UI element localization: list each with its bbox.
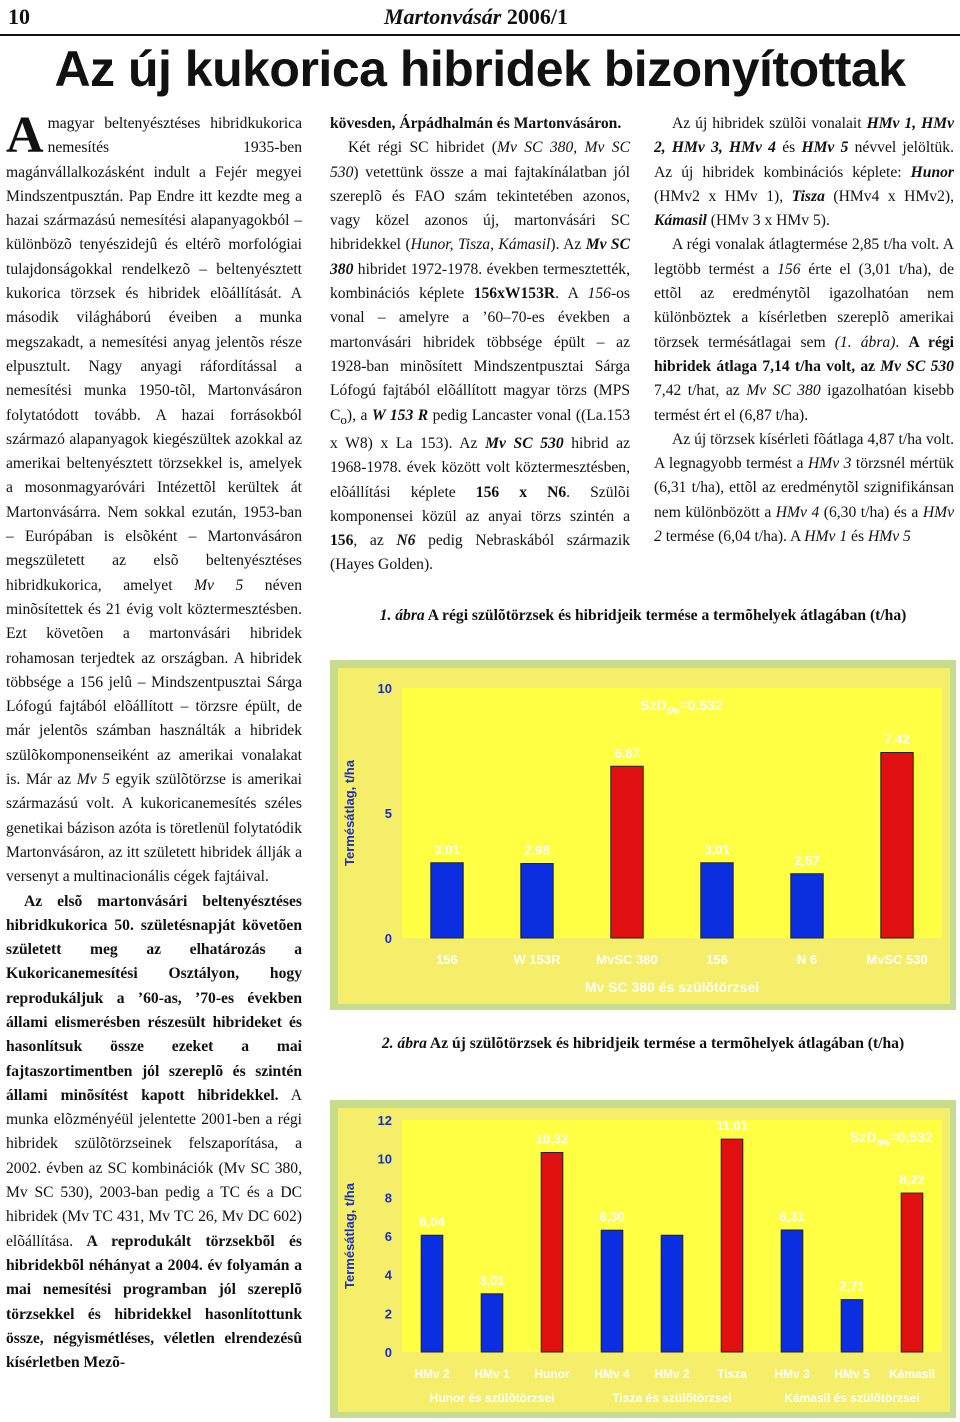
text-run: magyar beltenyésztéses hibridkukorica nemesítés 1935-ben magánvállalkozásként indult a Fejér megyei Mindszentpusztán. Pap Endre itt kezdte meg a hazai származású nemesítési alapanyagokból – különbözõ tenyészidejû és eltérõ morfológiai tulajdonságokkal rendelkezõ – beltenyésztett kukorica törzsek és hibridek elõállítását. A második világháború éveiben a munka megszakadt, a nemesítési anyag jelentõs része elpusztult. Nagy anyagi ráfordítással a nemesítési munka 1950-tõl, Martonvásáron folytatódott tovább. A hazai forrásokból származó alapanyagok kiegészültek azokkal az amerikai beltenyésztett törzsekkel is, amelyek a mosonmagyaróvári Intézettõl kerültek át Martonvásárra. Nem sokkal ezután, 1953-ban – Európában is elsõként – Martonvásáron megszületett az elsõ beltenyésztéses hibridkukorica, amelyet [6,115,302,594]
text-run: 156 [330,532,354,550]
col2-paragraph-1: kövesden, Árpádhalmán és Martonvásáron. [330,115,622,132]
category-label: HMv 2 [654,1367,690,1381]
column-2 [330,112,630,578]
publication-name: Martonvásár [384,4,502,29]
figure-1-chart-svg [330,660,956,1010]
bar-value-label: 6,87 [614,745,640,761]
column-1 [6,107,303,1375]
text-run: Mv 5 [194,576,244,594]
text-run: Két régi SC hibridet ( [348,139,498,157]
bar [481,1294,503,1352]
text-run: . [895,333,909,351]
figure-2-caption [330,1032,956,1056]
text-run: HMv 2 [654,503,954,546]
category-label: HMv 3 [774,1367,810,1381]
y-tick-label: 10 [377,1151,392,1167]
bar [421,1235,443,1352]
category-label: Kámasil [888,1367,936,1381]
col3-paragraph-1 [654,112,954,233]
text-run: ). Az [550,236,586,254]
text-run: (HMv4 x HMv2), [824,187,954,205]
text-run: W 153 R [371,406,429,424]
category-label: Hunor [534,1367,570,1381]
text-run: A munka elõzményéül jelentette 2001-ben a régi hibridek szülõtörzseinek felszaporítása, a 2002. évben az SC kombinációk (Mv SC 380, Mv SC 530), 2003-ban pedig a TC és a DC hibridek (Mv TC 431, Mv TC 26, Mv DC 602) elõállítása. [6,1086,302,1250]
text-run: Hunor [910,163,954,181]
text-run: (HMv 3 x HMv 5). [706,212,830,230]
figure-2-chart-svg [330,1100,956,1418]
bar-value-label: 3,01 [479,1272,505,1288]
text-run: . Szülõi komponensei közül az anyai törzs szintén a [330,483,630,525]
text-run: -os vonal – amelyre a ’60–70-es években a martonvásári hibridek többsége épült – az 1928-ban minõsített Mindszentpusztai Sárga Lófogú fajtából elõállított magyar törzs (MPS C [330,285,630,424]
text-run: (6,30 t/ha) és a [819,503,923,521]
x-group-label: Hunor és szülõtörzsei [429,1391,555,1405]
bar [781,1230,803,1352]
drop-cap: A [6,107,44,164]
text-run: Mv SC 530 [485,434,564,452]
text-run: HMv 3 [807,455,852,473]
text-run: Hunor, Tisza, Kámasil [410,236,551,254]
running-head [384,4,568,30]
text-run: és [775,139,802,157]
page-header [0,0,960,36]
text-run: törzsnél mértük (6,31 t/ha), ettõl az eredménytõl szignifikánsan nem különbözött a [654,455,954,521]
text-run: o [340,411,347,427]
text-run: Mv 5 [76,771,111,789]
bar [791,874,823,938]
category-label: Tisza [717,1367,747,1381]
bar-value-label: 2,98 [524,842,550,858]
text-run: 156 [777,260,801,278]
y-tick-label: 5 [384,806,392,821]
text-run: Mv SC 380, Mv SC 530 [330,139,630,181]
col3-paragraph-3 [654,428,954,549]
category-label: HMv 5 [834,1367,870,1381]
text-run: Mv SC 530 [880,357,954,375]
bar [881,753,913,939]
header-rule [0,34,960,36]
col3-paragraph-2 [654,233,954,427]
category-label: HMv 1 [474,1367,510,1381]
text-run: névvel jelöltük. Az új hibridek kombinációs képlete: [654,139,954,181]
category-label: W 153R [513,952,561,967]
category-label: 156 [436,952,458,967]
figure-2-number: 2. ábra [381,1035,427,1052]
figure-1-chart [330,660,956,1010]
text-run: pedig Nebraskából származik (Hayes Golden). [330,532,630,574]
bar [611,766,643,938]
text-run: egyik szülõtörzse is amerikai származású volt. A kukoricanemesítés széles genetikai bázison azóta is töretlenül folytatódik Martonvásáron, az itt született hibridek állják a versenyt a multinacionális cégek fajtáival. [6,771,302,886]
y-tick-label: 10 [377,681,392,696]
text-run: ), a [346,406,372,424]
col2-paragraph-2 [330,136,630,577]
bar-value-label: 6,30 [599,1209,625,1225]
bar-value-label: 2,57 [794,852,820,868]
bar-value-label: 3,01 [704,841,730,857]
text-run: A régi hibridek átlaga 7,14 t/ha volt, az [654,333,954,375]
bar-value-label: 6,04 [419,1214,445,1230]
y-axis-label: Termésátlag, t/ha [342,1183,357,1289]
text-run: Mv SC 380 [330,236,631,278]
text-run: HMv 1, HMv 2, HMv 3, HMv 4 [654,115,955,157]
text-run: ) vetettünk össze a mai fajtakínálatban jól szereplõ és FAO szám tekintetében azonos, vagy közel azonos új, martonvásári SC hibridekkel ( [330,163,630,254]
y-tick-label: 0 [384,931,392,946]
text-run: Az új hibridek szülõi vonalait [672,115,867,132]
category-label: HMv 2 [414,1367,450,1381]
figure-2-chart [330,1100,956,1418]
text-run: HMv 5 [801,139,849,157]
figure-2-caption-text: Az új szülõtörzsek és hibridjeik termése a termõhelyek átlagában (t/ha) [426,1035,905,1052]
text-run: 7,42 t/hat, az [654,382,747,400]
bar [841,1300,863,1352]
text-run: 156 x N6 [475,483,567,501]
text-run: Kámasil [654,212,707,230]
text-run: N6 [396,532,416,550]
bar [701,863,733,938]
text-run: Mv SC 380 [746,382,821,400]
bar-value-label: 2,71 [839,1278,865,1294]
text-run: HMv 1 [804,528,848,546]
y-tick-label: 12 [377,1113,392,1128]
bar [661,1235,683,1352]
category-label: N 6 [796,952,818,967]
column-3 [654,112,954,549]
bar-value-label: 3,01 [434,841,460,857]
bar [431,863,463,938]
y-tick-label: 8 [384,1190,392,1206]
text-run: , az [353,532,397,550]
bar [541,1152,563,1352]
text-run: . A [555,285,588,303]
text-run: Az elsõ martonvásári beltenyésztéses hibridkukorica 50. születésnapját követõen született meg az elhatározás a Kukoricanemesítési Osztályon, hogy reprodukáljuk a ’60-as, ’70-es években állami elismerésben részesült hibrideket és hasonlítsuk össze ezeket a mai fajtaszortimentben jól szereplõ és szintén állami minõsítést kapott hibridekkel. [6,892,302,1104]
lsd-annotation: SzD$_{5\%}$=0,532 [640,697,723,716]
text-run: termése (6,04 t/ha). A [661,528,805,546]
figure-1-caption-text: A régi szülõtörzsek és hibridjeik termése a termõhelyek átlagában (t/ha) [424,607,907,624]
category-label: HMv 4 [594,1367,630,1381]
text-run: A reprodukált törzsekbõl és hibridekbõl néhányat a 2004. év folyamán a mai nemesítési programban jól szereplõ törzsekkel és hibridekkel hasonlítottunk össze, négyismétléses, véletlen elrendezésû kísérletben Mezõ- [6,1232,302,1372]
y-tick-label: 4 [384,1267,392,1283]
y-tick-label: 2 [384,1306,392,1322]
text-run: Tisza [791,187,825,205]
bar-value-label: 8,22 [899,1172,925,1188]
text-run: Az új törzsek kísérleti fõátlaga 4,87 t/ha volt. A legnagyobb termést a [654,430,954,473]
text-run: érte el (3,01 t/ha), de ettõl az eredménytõl igazolhatóan nem különböztek a kísérletben szereplõ amerikai törzsek termésátlagai sem [654,260,954,351]
text-run: (1. ábra) [834,333,896,351]
y-tick-label: 0 [384,1345,392,1360]
text-run: HMv 4 [775,503,820,521]
bar-value-label: 11,01 [716,1118,748,1134]
x-group-label: Kámasil és szülõtörzsei [784,1391,920,1405]
text-run: 156 [587,285,611,303]
category-label: MvSC 380 [596,952,658,967]
col1-paragraph-2 [6,890,302,1376]
text-run: HMv 5 [867,528,911,546]
x-axis-label: Mv SC 380 és szülõtörzsei [584,979,760,995]
text-run: néven minõsítettek és 21 évig volt köztermesztésben. Ezt követõen a martonvásári hibridek rohamosan terjedtek az országban. A hibridek többsége a 156 jelû – Mindszentpusztai Sárga Lófogú fajtából elõállított – törzsre épült, de már jelentõs számban használták a hibridek szülõkomponenseiként az amerikai vonalakat is. Már az [6,576,303,789]
bar-value-label: 7,42 [884,731,910,747]
text-run: 156xW153R [473,285,556,303]
issue-number: 2006/1 [506,4,568,29]
bar-value-label: 6,31 [779,1209,805,1225]
x-group-label: Tisza és szülõtörzsei [612,1391,732,1405]
y-axis-label: Termésátlag, t/ha [342,760,357,866]
figure-1-number: 1. ábra [379,607,425,624]
page-number: 10 [8,4,30,29]
y-tick-label: 6 [384,1229,392,1244]
category-label: MvSC 530 [866,952,928,967]
figure-1-caption [330,604,956,628]
bar-value-label: 10,32 [535,1131,569,1147]
text-run: A régi vonalak átlagtermése 2,85 t/ha volt. A legtöbb termést a [654,236,954,278]
col1-paragraph-1 [6,107,303,890]
text-run: (HMv2 x HMv 1), [654,187,792,205]
plot-area [402,688,942,938]
article-title: Az új kukorica hibridek bizonyítottak [54,41,906,97]
text-run: igazolhatóan kisebb termést ért el (6,87 t/ha). [654,382,954,424]
text-run: hibrid az 1968-1978. évek között volt köztermesztésben, elõállítási képlete [330,434,630,501]
bar [521,864,553,939]
text-run: pedig Lancaster vonal ((La.153 x W8) x La 153). Az [330,406,630,452]
bar [601,1230,623,1352]
bar [901,1193,923,1352]
lsd-annotation: SzD$_{5\%}$=0,532 [850,1129,933,1148]
bar [721,1139,743,1352]
text-run: és [847,528,868,546]
text-run: hibridet 1972-1978. években termesztették, kombinációs képlete [330,260,630,303]
category-label: 156 [706,952,728,967]
